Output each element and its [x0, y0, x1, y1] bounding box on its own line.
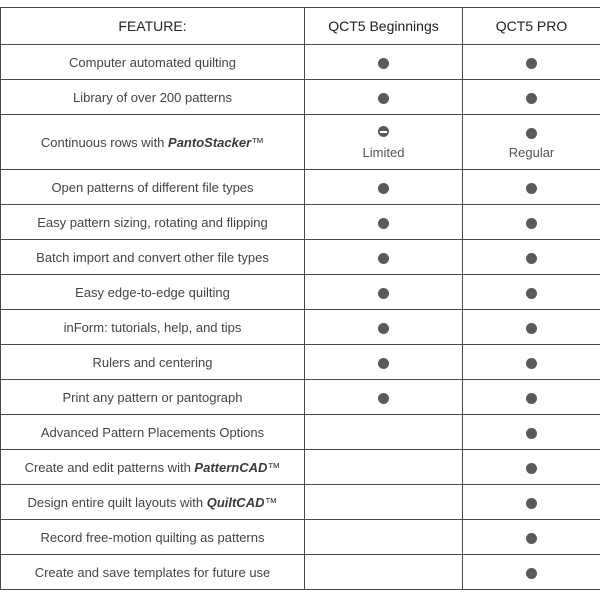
header-pro: QCT5 PRO: [463, 8, 600, 45]
header-row: [1, 8, 600, 45]
pro-cell: [463, 80, 600, 115]
cell-note: Regular: [508, 144, 555, 160]
pro-cell: [463, 450, 600, 485]
feature-label: Easy edge-to-edge quilting: [1, 275, 305, 310]
cell-note: Limited: [362, 144, 405, 160]
included-dot-icon: [526, 358, 537, 369]
beginnings-cell: [305, 485, 463, 520]
included-dot-icon: [378, 358, 389, 369]
table-row: [1, 555, 600, 590]
table-row: [1, 345, 600, 380]
beginnings-cell: [305, 310, 463, 345]
feature-label: Advanced Pattern Placements Options: [1, 415, 305, 450]
pro-cell: [463, 380, 600, 415]
included-dot-icon: [526, 323, 537, 334]
beginnings-cell: [305, 415, 463, 450]
pro-cell: [463, 45, 600, 80]
pro-cell: [463, 345, 600, 380]
included-dot-icon: [526, 533, 537, 544]
table-row: [1, 45, 600, 80]
beginnings-cell: [305, 520, 463, 555]
table-row: [1, 415, 600, 450]
beginnings-cell: [305, 115, 463, 170]
table-row: [1, 380, 600, 415]
included-dot-icon: [378, 218, 389, 229]
feature-label: inForm: tutorials, help, and tips: [1, 310, 305, 345]
header-beginnings: QCT5 Beginnings: [305, 8, 463, 45]
included-dot-icon: [378, 183, 389, 194]
header-feature: FEATURE:: [1, 8, 305, 45]
feature-comparison-table: [0, 7, 600, 590]
feature-label: Library of over 200 patterns: [1, 80, 305, 115]
pro-cell: [463, 170, 600, 205]
table-row: [1, 485, 600, 520]
product-name: PantoStacker: [168, 134, 252, 150]
included-dot-icon: [526, 218, 537, 229]
feature-label: Create and edit patterns with PatternCAD™: [1, 450, 305, 485]
pro-cell: [463, 415, 600, 450]
comparison-table-wrapper: [0, 7, 600, 590]
table-row: [1, 80, 600, 115]
included-dot-icon: [378, 288, 389, 299]
included-dot-icon: [378, 93, 389, 104]
included-dot-icon: [526, 253, 537, 264]
included-dot-icon: [378, 58, 389, 69]
pro-cell: [463, 275, 600, 310]
product-name: QuiltCAD: [206, 494, 265, 510]
included-dot-icon: [378, 323, 389, 334]
included-dot-icon: [526, 128, 537, 139]
included-dot-icon: [526, 183, 537, 194]
feature-label: Print any pattern or pantograph: [1, 380, 305, 415]
feature-label: Computer automated quilting: [1, 45, 305, 80]
beginnings-cell: [305, 275, 463, 310]
pro-cell: [463, 310, 600, 345]
limited-dot-icon: [378, 126, 389, 137]
table-row: [1, 170, 600, 205]
feature-label: Continuous rows with PantoStacker™: [1, 115, 305, 170]
table-row: [1, 115, 600, 170]
pro-cell: [463, 240, 600, 275]
pro-cell: [463, 555, 600, 590]
beginnings-cell: [305, 240, 463, 275]
pro-cell: [463, 520, 600, 555]
feature-label: Create and save templates for future use: [1, 555, 305, 590]
included-dot-icon: [526, 58, 537, 69]
table-row: [1, 275, 600, 310]
included-dot-icon: [526, 393, 537, 404]
feature-label: Open patterns of different file types: [1, 170, 305, 205]
beginnings-cell: [305, 450, 463, 485]
feature-label: Design entire quilt layouts with QuiltCAD™: [1, 485, 305, 520]
included-dot-icon: [378, 253, 389, 264]
included-dot-icon: [526, 93, 537, 104]
beginnings-cell: [305, 205, 463, 240]
beginnings-cell: [305, 80, 463, 115]
pro-cell: [463, 115, 600, 170]
beginnings-cell: [305, 170, 463, 205]
table-body: [1, 45, 600, 590]
table-row: [1, 205, 600, 240]
included-dot-icon: [526, 288, 537, 299]
beginnings-cell: [305, 345, 463, 380]
included-dot-icon: [378, 393, 389, 404]
table-row: [1, 310, 600, 345]
feature-label: Batch import and convert other file types: [1, 240, 305, 275]
included-dot-icon: [526, 428, 537, 439]
table-row: [1, 450, 600, 485]
beginnings-cell: [305, 555, 463, 590]
pro-cell: [463, 485, 600, 520]
pro-cell: [463, 205, 600, 240]
included-dot-icon: [526, 568, 537, 579]
beginnings-cell: [305, 380, 463, 415]
feature-label: Rulers and centering: [1, 345, 305, 380]
beginnings-cell: [305, 45, 463, 80]
included-dot-icon: [526, 498, 537, 509]
table-row: [1, 240, 600, 275]
feature-label: Record free-motion quilting as patterns: [1, 520, 305, 555]
table-row: [1, 520, 600, 555]
included-dot-icon: [526, 463, 537, 474]
feature-label: Easy pattern sizing, rotating and flipping: [1, 205, 305, 240]
product-name: PatternCAD: [194, 459, 268, 475]
